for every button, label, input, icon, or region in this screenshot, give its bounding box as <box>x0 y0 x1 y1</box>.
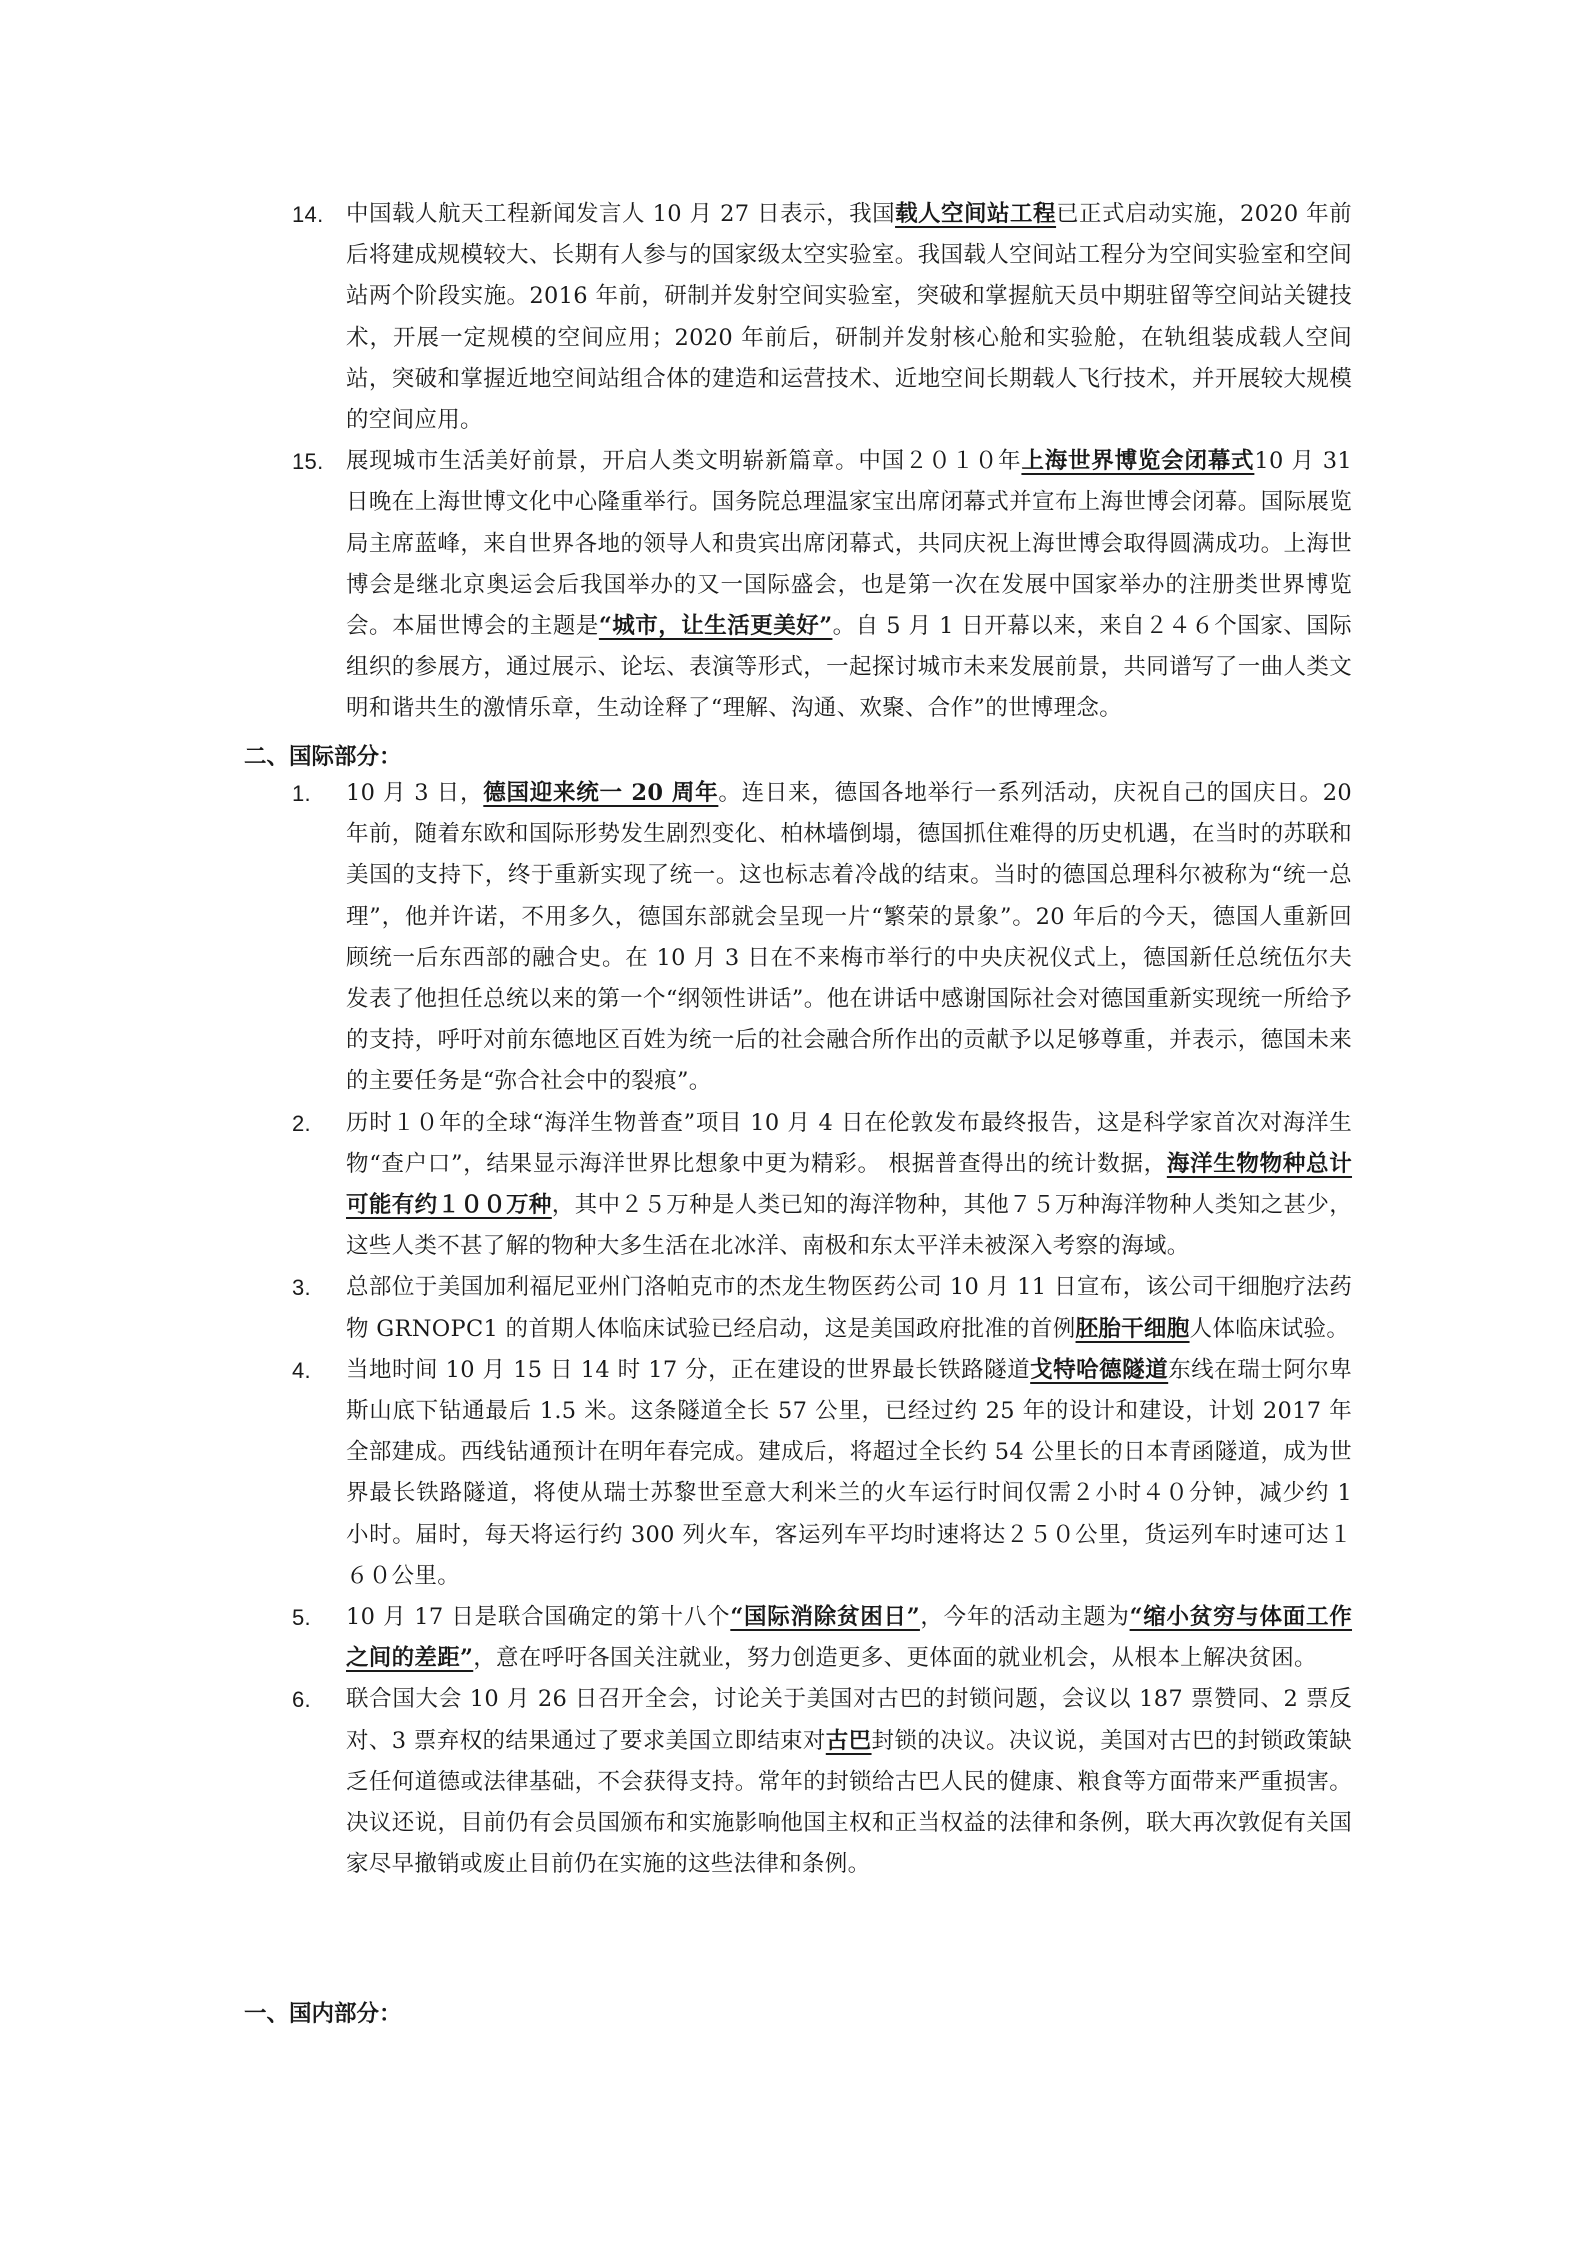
item-text: 联合国大会 10 月 26 日召开全会，讨论关于美国对古巴的封锁问题，会议以 187 票赞同、2 票反对、3 票弃权的结果通过了要求美国立即结束对 <box>346 1686 1352 1754</box>
item-text: 10 月 3 日， <box>346 780 484 806</box>
list-item <box>292 1679 1352 1885</box>
news-list-continued <box>292 194 1352 730</box>
item-number: 14. <box>292 202 324 227</box>
list-item <box>292 1267 1352 1349</box>
item-text: 当地时间 10 月 15 日 14 时 17 分，正在建设的世界最长铁路隧道 <box>346 1356 1031 1383</box>
item-number: 2. <box>292 1110 311 1136</box>
underlined-keyword: “缩小贫穷与体面工作之间的差距” <box>346 1604 1353 1672</box>
list-item <box>292 1103 1352 1268</box>
news-list-international <box>292 773 1352 1885</box>
item-text: ，其中２５万种是人类已知的海洋物种，其他７５万种海洋物种人类知之甚少，这些人类不甚了解的物种大多生活在北冰洋、南极和东太平洋未被深入考察的海域。 <box>346 1192 1352 1260</box>
item-text: 10 月 31 日晚在上海世博文化中心隆重举行。国务院总理温家宝出席闭幕式并宣布上海世博会闭幕。国际展览局主席蓝峰，来自世界各地的领导人和贵宾出席闭幕式，共同庆祝上海世博会取得圆满成功。上海世博会是继北京奥运会后我国举办的又一国际盛会，也是第一次在发展中国家举办的注册类世界博览会。本届世博会的主题是 <box>346 448 1352 640</box>
item-number: 3. <box>292 1275 311 1301</box>
underlined-keyword: 古巴 <box>825 1727 872 1754</box>
item-number: 5. <box>292 1605 311 1631</box>
item-text: 已正式启动实施，2020 年前后将建成规模较大、长期有人参与的国家级太空实验室。我国载人空间站工程分为空间实验室和空间站两个阶段实施。2016 年前，研制并发射空间实验室，突破和掌握航天员中期驻留等空间站关键技术，开展一定规模的空间应用；2020 年前后，研制并发射核心舱和实验舱，在轨组装成载人空间站，突破和掌握近地空间站组合体的建造和运营技术、近地空间长期载人飞行技术，并开展较大规模的空间应用。 <box>346 201 1352 434</box>
underlined-keyword: 胚胎干细胞 <box>1075 1315 1190 1342</box>
item-text: 封锁的决议。决议说，美国对古巴的封锁政策缺乏任何道德或法律基础，不会获得支持。常年的封锁给古巴人民的健康、粮食等方面带来严重损害。决议还说，目前仍有会员国颁布和实施影响他国主权和正当权益的法律和条例，联大再次敦促有关国家尽早撤销或废止目前仍在实施的这些法律和条例。 <box>346 1727 1352 1878</box>
item-text: 人体临床试验。 <box>1189 1315 1350 1342</box>
section-heading-international: 二、国际部分： <box>244 744 402 770</box>
underlined-keyword: “国际消除贫困日” <box>730 1604 920 1631</box>
item-number: 15. <box>292 449 324 475</box>
item-text: 。自 5 月 1 日开幕以来，来自２４６个国家、国际组织的参展方，通过展示、论坛、表演等形式，一起探讨城市未来发展前景，共同谱写了一曲人类文明和谐共生的激情乐章，生动诠释了“理解、沟通、欢聚、合作”的世博理念。 <box>346 613 1352 722</box>
list-item <box>292 194 1352 441</box>
list-item <box>292 773 1352 1103</box>
item-text: 展现城市生活美好前景，开启人类文明崭新篇章。中国２０１０年 <box>346 448 1022 475</box>
item-number: 1. <box>292 781 311 806</box>
underlined-keyword: “城市，让生活更美好” <box>598 613 833 640</box>
underlined-keyword: 载人空间站工程 <box>895 201 1057 227</box>
item-text: ，意在呼吁各国关注就业，努力创造更多、更体面的就业机会，从根本上解决贫困。 <box>473 1645 1317 1672</box>
underlined-keyword: 海洋生物物种总计可能有约１００万种 <box>346 1150 1353 1219</box>
section-heading-domestic: 一、国内部分： <box>244 2001 402 2027</box>
item-number: 4. <box>292 1357 311 1383</box>
list-item <box>292 1350 1352 1597</box>
item-text: 10 月 17 日是联合国确定的第十八个 <box>346 1604 731 1631</box>
underlined-keyword: 德国迎来统一 20 周年 <box>483 780 719 806</box>
item-text: 总部位于美国加利福尼亚州门洛帕克市的杰龙生物医药公司 10 月 11 日宣布，该公司干细胞疗法药物 GRNOPC1 的首期人体临床试验已经启动，这是美国政府批准的首例 <box>346 1274 1352 1342</box>
item-text: 东线在瑞士阿尔卑斯山底下钻通最后 1.5 米。这条隧道全长 57 公里，已经过约 25 年的设计和建设，计划 2017 年全部建成。西线钻通预计在明年春完成。建成后，将超过全长约 54 公里长的日本青函隧道，成为世界最长铁路隧道，将使从瑞士苏黎世至意大利米兰的火车运行时间仅需２小时４０分钟，减少约 1 小时。届时，每天将运行约 300 列火车，客运列车平均时速将达２５０公里，货运列车时速可达１６０公里。 <box>346 1356 1352 1589</box>
item-number: 6. <box>292 1687 311 1713</box>
item-text: 历时１０年的全球“海洋生物普查”项目 10 月 4 日在伦敦发布最终报告，这是科学家首次对海洋生物“查户口”，结果显示海洋世界比想象中更为精彩。 根据普查得出的统计数据， <box>346 1109 1352 1177</box>
item-text: 中国载人航天工程新闻发言人 10 月 27 日表示，我国 <box>346 201 896 227</box>
item-text: ，今年的活动主题为 <box>919 1604 1130 1631</box>
item-text: 。连日来，德国各地举行一系列活动，庆祝自己的国庆日。20 年前，随着东欧和国际形势发生剧烈变化、柏林墙倒塌，德国抓住难得的历史机遇，在当时的苏联和美国的支持下，终于重新实现了统一。这也标志着冷战的结束。当时的德国总理科尔被称为“统一总理”，他并许诺，不用多久，德国东部就会呈现一片“繁荣的景象”。20 年后的今天，德国人重新回顾统一后东西部的融合史。在 10 月 3 日在不来梅市举行的中央庆祝仪式上，德国新任总统伍尔夫发表了他担任总统以来的第一个“纲领性讲话”。他在讲话中感谢国际社会对德国重新实现统一所给予的支持，呼吁对前东德地区百姓为统一后的社会融合所作出的贡献予以足够尊重，并表示，德国未来的主要任务是“弥合社会中的裂痕”。 <box>346 780 1353 1095</box>
list-item <box>292 1597 1352 1679</box>
underlined-keyword: 上海世界博览会闭幕式 <box>1021 448 1255 475</box>
underlined-keyword: 戈特哈德隧道 <box>1030 1356 1169 1383</box>
list-item <box>292 441 1352 729</box>
